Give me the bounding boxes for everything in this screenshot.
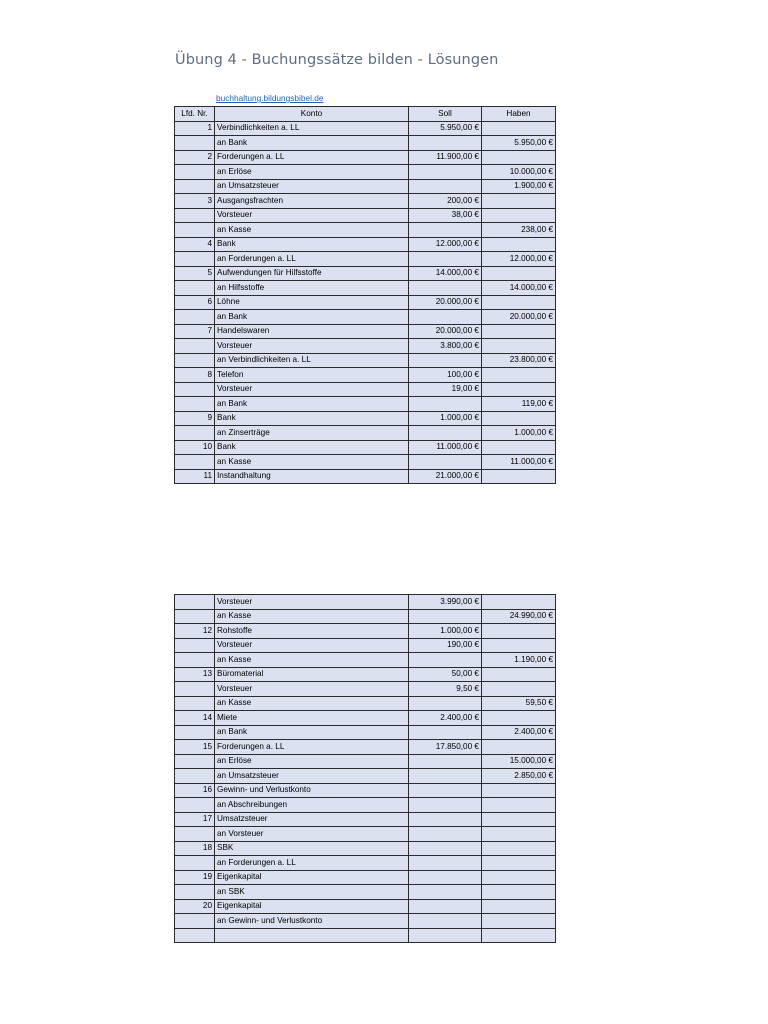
credit-cell [482,841,556,856]
debit-cell: 190,00 € [409,638,482,653]
page-title: Übung 4 - Buchungssätze bilden - Lösungen [175,52,499,68]
row-number-cell: 17 [175,812,215,827]
debit-cell [409,885,482,900]
account-cell: Vorsteuer [215,595,409,610]
credit-cell: 14.000,00 € [482,281,556,296]
row-number-cell: 10 [175,440,215,455]
row-number-cell [175,353,215,368]
header-konto: Konto [215,107,409,122]
debit-cell [409,179,482,194]
table-row [175,237,556,252]
debit-cell [409,812,482,827]
account-cell: an Kasse [215,696,409,711]
table-row [175,208,556,223]
table-row [175,368,556,383]
table-row [175,426,556,441]
row-number-cell: 15 [175,740,215,755]
row-number-cell: 20 [175,899,215,914]
account-cell: SBK [215,841,409,856]
table-row [175,136,556,151]
row-number-cell [175,725,215,740]
credit-cell: 1.900,00 € [482,179,556,194]
table-row [175,609,556,624]
table-row [175,179,556,194]
row-number-cell: 18 [175,841,215,856]
credit-cell [482,899,556,914]
account-cell: Rohstoffe [215,624,409,639]
account-cell: Telefon [215,368,409,383]
credit-cell [482,711,556,726]
row-number-cell: 9 [175,411,215,426]
row-number-cell [175,609,215,624]
credit-cell [482,740,556,755]
row-number-cell [175,885,215,900]
account-cell: an Hilfsstoffe [215,281,409,296]
account-cell: an Bank [215,136,409,151]
debit-cell: 3.990,00 € [409,595,482,610]
table-row [175,281,556,296]
account-cell: Vorsteuer [215,682,409,697]
table-row [175,798,556,813]
account-cell: an Erlöse [215,165,409,180]
table-row [175,638,556,653]
row-number-cell [175,682,215,697]
journal-table-2 [174,594,556,943]
account-cell: Bank [215,411,409,426]
account-cell: an Forderungen a. LL [215,856,409,871]
account-cell: an Kasse [215,653,409,668]
row-number-cell: 5 [175,266,215,281]
debit-cell: 9,50 € [409,682,482,697]
credit-cell [482,440,556,455]
row-number-cell: 14 [175,711,215,726]
table-row [175,165,556,180]
account-cell: Handelswaren [215,324,409,339]
account-cell: an Kasse [215,223,409,238]
row-number-cell: 11 [175,469,215,484]
table-row [175,653,556,668]
credit-cell [482,368,556,383]
table-row [175,914,556,929]
header-haben: Haben [482,107,556,122]
account-cell: an SBK [215,885,409,900]
table-row [175,469,556,484]
credit-cell: 1.000,00 € [482,426,556,441]
row-number-cell [175,769,215,784]
credit-cell [482,208,556,223]
table-row [175,725,556,740]
table-row [175,440,556,455]
table-row [175,682,556,697]
account-cell: Gewinn- und Verlustkonto [215,783,409,798]
debit-cell [409,914,482,929]
debit-cell: 50,00 € [409,667,482,682]
account-cell: Umsatzsteuer [215,812,409,827]
header-soll: Soll [409,107,482,122]
debit-cell [409,252,482,267]
row-number-cell [175,696,215,711]
credit-cell: 238,00 € [482,223,556,238]
credit-cell [482,237,556,252]
credit-cell [482,798,556,813]
row-number-cell: 7 [175,324,215,339]
account-cell: an Zinserträge [215,426,409,441]
account-cell: an Gewinn- und Verlustkonto [215,914,409,929]
credit-cell [482,121,556,136]
table-row [175,252,556,267]
debit-cell: 11.900,00 € [409,150,482,165]
account-cell: Miete [215,711,409,726]
row-number-cell: 16 [175,783,215,798]
table-row [175,150,556,165]
table-row [175,266,556,281]
row-number-cell: 3 [175,194,215,209]
debit-cell: 100,00 € [409,368,482,383]
journal-table-1-body [175,121,556,484]
table-row [175,595,556,610]
credit-cell [482,638,556,653]
debit-cell: 20.000,00 € [409,295,482,310]
credit-cell: 119,00 € [482,397,556,412]
account-cell: an Bank [215,397,409,412]
table-row [175,624,556,639]
credit-cell [482,382,556,397]
row-number-cell [175,653,215,668]
credit-cell: 23.800,00 € [482,353,556,368]
table-row [175,353,556,368]
credit-cell: 24.990,00 € [482,609,556,624]
debit-cell: 5.950,00 € [409,121,482,136]
account-cell: an Verbindlichkeiten a. LL [215,353,409,368]
account-cell: Forderungen a. LL [215,740,409,755]
header-row [175,107,556,122]
journal-table-1 [174,106,556,484]
table-row [175,812,556,827]
credit-cell: 10.000,00 € [482,165,556,180]
debit-cell [409,223,482,238]
debit-cell: 11.000,00 € [409,440,482,455]
credit-cell [482,682,556,697]
credit-cell [482,595,556,610]
credit-cell [482,624,556,639]
debit-cell [409,798,482,813]
debit-cell [409,856,482,871]
debit-cell [409,725,482,740]
credit-cell: 15.000,00 € [482,754,556,769]
credit-cell [482,827,556,842]
credit-cell [482,783,556,798]
row-number-cell [175,928,215,943]
table-row [175,382,556,397]
table-row [175,754,556,769]
table-row [175,827,556,842]
header-lfd-nr: Lfd. Nr. [175,107,215,122]
row-number-cell: 13 [175,667,215,682]
credit-cell: 5.950,00 € [482,136,556,151]
debit-cell: 3.800,00 € [409,339,482,354]
table-row [175,194,556,209]
row-number-cell [175,426,215,441]
row-number-cell: 4 [175,237,215,252]
account-cell: Büromaterial [215,667,409,682]
debit-cell: 20.000,00 € [409,324,482,339]
row-number-cell [175,382,215,397]
debit-cell: 12.000,00 € [409,237,482,252]
account-cell: Vorsteuer [215,382,409,397]
debit-cell [409,769,482,784]
debit-cell [409,397,482,412]
account-cell: Forderungen a. LL [215,150,409,165]
account-cell: Ausgangsfrachten [215,194,409,209]
account-cell [215,928,409,943]
table-row [175,667,556,682]
row-number-cell: 1 [175,121,215,136]
debit-cell [409,609,482,624]
debit-cell: 21.000,00 € [409,469,482,484]
row-number-cell: 12 [175,624,215,639]
account-cell: Vorsteuer [215,638,409,653]
credit-cell [482,856,556,871]
table-row [175,411,556,426]
table-row [175,324,556,339]
row-number-cell [175,856,215,871]
table-row [175,783,556,798]
debit-cell [409,754,482,769]
debit-cell [409,310,482,325]
row-number-cell [175,136,215,151]
credit-cell [482,194,556,209]
table-row [175,870,556,885]
account-cell: an Erlöse [215,754,409,769]
credit-cell: 2.850,00 € [482,769,556,784]
account-cell: an Bank [215,725,409,740]
row-number-cell [175,397,215,412]
row-number-cell [175,208,215,223]
row-number-cell [175,827,215,842]
debit-cell: 17.850,00 € [409,740,482,755]
debit-cell [409,426,482,441]
account-cell: an Kasse [215,609,409,624]
journal-table-2-body [175,595,556,943]
table-row [175,740,556,755]
credit-cell [482,469,556,484]
account-cell: Vorsteuer [215,208,409,223]
row-number-cell [175,281,215,296]
row-number-cell [175,310,215,325]
table-row [175,223,556,238]
table-row [175,295,556,310]
account-cell: an Umsatzsteuer [215,769,409,784]
account-cell: Instandhaltung [215,469,409,484]
credit-cell [482,885,556,900]
table-row [175,899,556,914]
debit-cell: 38,00 € [409,208,482,223]
row-number-cell [175,595,215,610]
debit-cell [409,653,482,668]
account-cell: an Bank [215,310,409,325]
account-cell: Verbindlichkeiten a. LL [215,121,409,136]
debit-cell [409,783,482,798]
debit-cell [409,353,482,368]
row-number-cell [175,223,215,238]
debit-cell [409,928,482,943]
table-row [175,711,556,726]
account-cell: an Forderungen a. LL [215,252,409,267]
account-cell: an Umsatzsteuer [215,179,409,194]
row-number-cell [175,455,215,470]
row-number-cell [175,165,215,180]
account-cell: Bank [215,237,409,252]
credit-cell: 11.000,00 € [482,455,556,470]
credit-cell [482,812,556,827]
credit-cell [482,914,556,929]
table-row [175,397,556,412]
row-number-cell [175,798,215,813]
credit-cell [482,324,556,339]
row-number-cell [175,638,215,653]
row-number-cell [175,914,215,929]
debit-cell [409,281,482,296]
credit-cell [482,928,556,943]
credit-cell [482,339,556,354]
debit-cell: 1.000,00 € [409,411,482,426]
table-row [175,696,556,711]
debit-cell [409,165,482,180]
table-row [175,339,556,354]
account-cell: Eigenkapital [215,870,409,885]
table-row [175,455,556,470]
credit-cell: 12.000,00 € [482,252,556,267]
credit-cell: 1.190,00 € [482,653,556,668]
debit-cell [409,696,482,711]
debit-cell [409,841,482,856]
table-row [175,769,556,784]
debit-cell: 19,00 € [409,382,482,397]
debit-cell: 1.000,00 € [409,624,482,639]
row-number-cell: 2 [175,150,215,165]
table-row [175,310,556,325]
debit-cell [409,455,482,470]
credit-cell [482,150,556,165]
credit-cell: 2.400,00 € [482,725,556,740]
row-number-cell [175,339,215,354]
credit-cell: 59,50 € [482,696,556,711]
table-row [175,885,556,900]
credit-cell [482,266,556,281]
row-number-cell [175,754,215,769]
account-cell: Bank [215,440,409,455]
credit-cell [482,870,556,885]
row-number-cell [175,252,215,267]
debit-cell: 2.400,00 € [409,711,482,726]
credit-cell [482,667,556,682]
account-cell: Eigenkapital [215,899,409,914]
account-cell: an Vorsteuer [215,827,409,842]
debit-cell [409,827,482,842]
account-cell: Vorsteuer [215,339,409,354]
debit-cell: 14.000,00 € [409,266,482,281]
credit-cell: 20.000,00 € [482,310,556,325]
row-number-cell: 6 [175,295,215,310]
table-row [175,856,556,871]
account-cell: an Abschreibungen [215,798,409,813]
account-cell: an Kasse [215,455,409,470]
table-row [175,928,556,943]
debit-cell [409,136,482,151]
row-number-cell [175,179,215,194]
table-row [175,841,556,856]
row-number-cell: 8 [175,368,215,383]
debit-cell [409,870,482,885]
table-row [175,121,556,136]
debit-cell [409,899,482,914]
account-cell: Aufwendungen für Hilfsstoffe [215,266,409,281]
debit-cell: 200,00 € [409,194,482,209]
row-number-cell: 19 [175,870,215,885]
credit-cell [482,295,556,310]
account-cell: Löhne [215,295,409,310]
source-link[interactable]: buchhaltung.bildungsbibel.de [216,93,324,103]
credit-cell [482,411,556,426]
